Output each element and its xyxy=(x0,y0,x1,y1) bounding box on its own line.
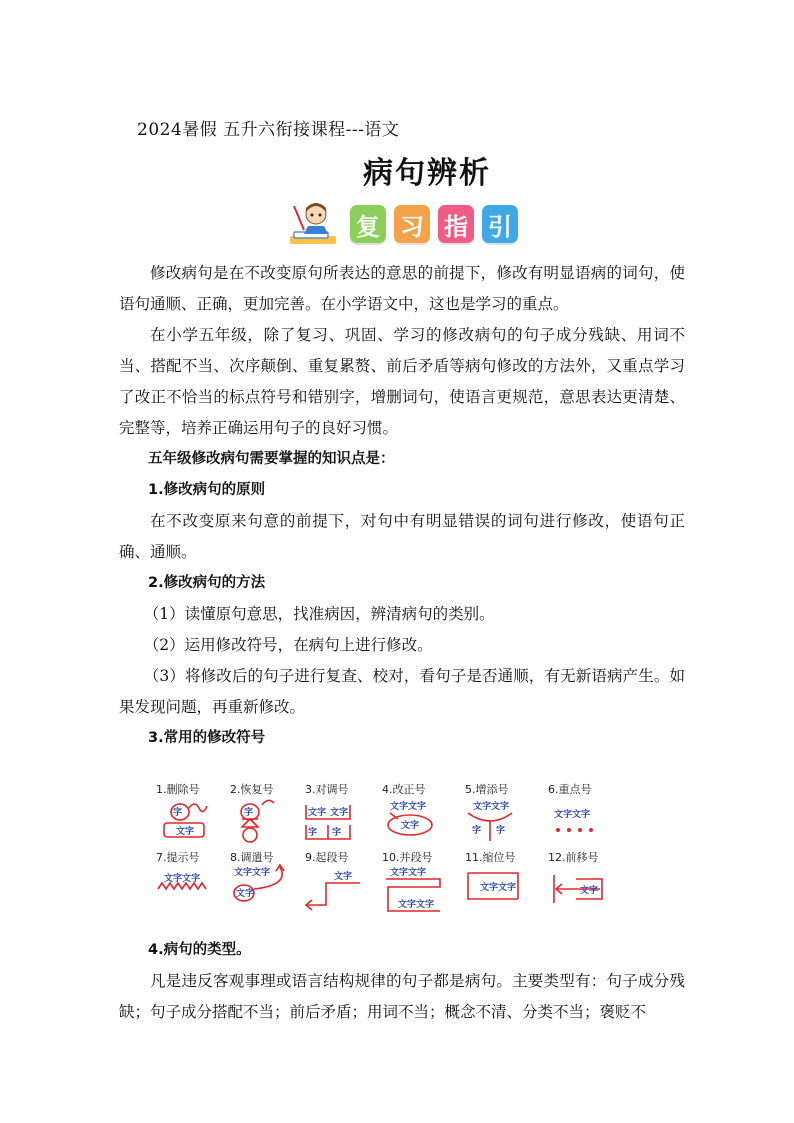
course-header: 2024暑假 五升六衔接课程---语文 xyxy=(137,120,400,140)
symbol-label-11: 11.缩位号 xyxy=(465,851,516,864)
symbol-label-5: 5.增添号 xyxy=(465,783,509,796)
svg-text:文字: 文字 xyxy=(330,808,349,818)
symbol-label-9: 9.起段号 xyxy=(305,851,349,864)
insert-mark-icon xyxy=(468,800,512,841)
section1-heading: 1.修改病句的原则 xyxy=(148,482,266,498)
svg-text:文字文字: 文字文字 xyxy=(390,868,427,878)
delete-mark-icon xyxy=(164,804,207,837)
page-title: 病句辨析 xyxy=(363,156,491,191)
method-item-2: （2）运用修改符号，在病句上进行修改。 xyxy=(143,636,433,654)
svg-text:文字文字: 文字文字 xyxy=(480,883,517,893)
svg-text:文字文字: 文字文字 xyxy=(554,810,591,820)
delete-sample-text: 文字 xyxy=(176,827,195,837)
move-mark-icon xyxy=(234,865,284,901)
review-guide-banner xyxy=(286,200,518,248)
banner-tile-2: 习 xyxy=(394,205,430,243)
svg-text:字: 字 xyxy=(496,826,506,836)
symbol-label-2: 2.恢复号 xyxy=(230,783,274,796)
symbol-label-7: 7.提示号 xyxy=(156,851,200,864)
banner-tile-4: 引 xyxy=(482,205,518,243)
svg-text:文字文字: 文字文字 xyxy=(398,900,435,910)
svg-text:文字文字: 文字文字 xyxy=(473,802,510,812)
merge-paragraph-mark-icon xyxy=(386,866,440,911)
section4 xyxy=(119,935,685,1028)
restore-mark-icon xyxy=(241,800,274,842)
correction-symbols-figure xyxy=(150,775,620,915)
swap-mark-icon xyxy=(306,805,350,839)
new-paragraph-mark-icon xyxy=(306,870,360,910)
svg-text:文字: 文字 xyxy=(401,821,420,831)
indent-mark-icon xyxy=(468,873,518,899)
intro-section xyxy=(119,258,685,754)
symbol-label-12: 12.前移号 xyxy=(548,851,599,864)
method-item-1: （1）读懂原句意思，找准病因，辨清病句的类别。 xyxy=(143,605,495,623)
svg-text:文字文字: 文字文字 xyxy=(234,868,271,878)
symbol-label-8: 8.调遣号 xyxy=(230,851,274,864)
correct-sample-text: 文字文字 xyxy=(390,802,427,812)
studying-child-icon xyxy=(286,200,342,248)
svg-text:文字: 文字 xyxy=(580,886,599,896)
symbol-label-10: 10.并段号 xyxy=(382,851,433,864)
banner-tile-3: 指 xyxy=(438,205,474,243)
symbol-label-4: 4.改正号 xyxy=(382,783,426,796)
correct-mark-icon xyxy=(388,800,432,835)
svg-text:文字文字: 文字文字 xyxy=(164,874,201,884)
svg-text:文字: 文字 xyxy=(334,872,353,882)
hint-mark-icon xyxy=(158,872,206,889)
svg-text:文字: 文字 xyxy=(236,889,255,899)
emphasis-mark-icon xyxy=(554,808,593,832)
banner-tile-1: 复 xyxy=(350,205,386,243)
section1-text: 在不改变原来句意的前提下，对句中有明显错误的词句进行修改，使语句正确、通顺。 xyxy=(119,512,685,561)
method-item-3: （3）将修改后的句子进行复查、校对，看句子是否通顺，有无新语病产生。如果发现问题，再重新修改。 xyxy=(119,667,685,716)
svg-text:字: 字 xyxy=(308,828,318,838)
svg-text:字: 字 xyxy=(173,808,183,818)
symbol-label-6: 6.重点号 xyxy=(548,783,592,796)
symbol-label-1: 1.删除号 xyxy=(156,783,200,796)
svg-text:文字: 文字 xyxy=(308,808,327,818)
knowledge-heading: 五年级修改病句需要掌握的知识点是： xyxy=(148,451,395,467)
section4-text: 凡是违反客观事理或语言结构规律的句子都是病句。主要类型有：句子成分残缺；句子成分搭配不当；前后矛盾；用词不当；概念不清、分类不当；褒贬不 xyxy=(119,972,685,1021)
symbol-label-3: 3.对调号 xyxy=(305,783,349,796)
move-forward-mark-icon xyxy=(554,875,602,903)
svg-text:字: 字 xyxy=(332,828,342,838)
section4-heading: 4.病句的类型。 xyxy=(148,942,251,958)
svg-text:字: 字 xyxy=(472,826,482,836)
section2-heading: 2.修改病句的方法 xyxy=(148,575,266,591)
svg-text:字: 字 xyxy=(244,808,254,818)
section3-heading: 3.常用的修改符号 xyxy=(148,730,266,746)
intro-paragraph-2: 在小学五年级，除了复习、巩固、学习的修改病句的句子成分残缺、用词不当、搭配不当、次序颠倒、重复累赘、前后矛盾等病句修改的方法外，又重点学习了改正不恰当的标点符号和错别字，增删词句，使语言更规范，意思表达更清楚、完整等，培养正确运用句子的良好习惯。 xyxy=(119,326,685,437)
intro-paragraph-1: 修改病句是在不改变原句所表达的意思的前提下，修改有明显语病的词句，使语句通顺、正确，更加完善。在小学语文中，这也是学习的重点。 xyxy=(119,264,685,313)
